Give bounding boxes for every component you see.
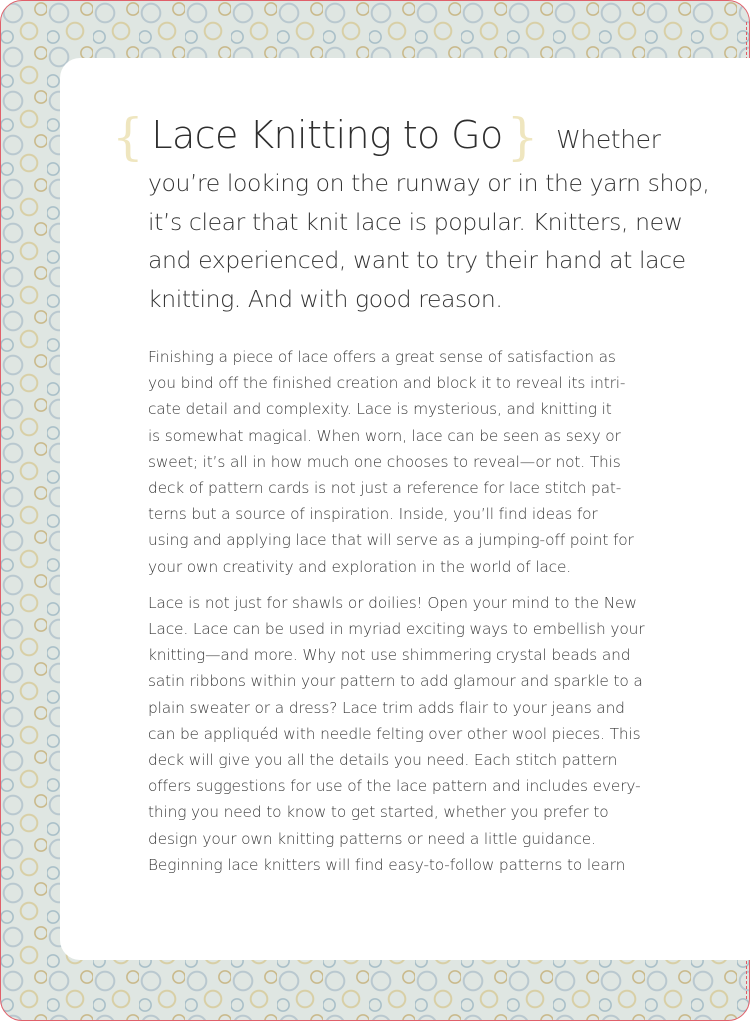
text-line: terns but a source of inspiration. Inside, you’ll find ideas for bbox=[148, 505, 598, 524]
page-title: Lace Knitting to Go bbox=[151, 113, 503, 157]
text-line: can be appliquéd with needle felting over other wool pieces. This bbox=[148, 724, 641, 743]
lead-line: you’re looking on the runway or in the yarn shop, bbox=[148, 169, 710, 197]
body-text bbox=[148, 344, 668, 878]
heading-block bbox=[112, 108, 710, 318]
text-line: Finishing a piece of lace offers a great sense of satisfaction as bbox=[148, 348, 616, 366]
lead-text bbox=[148, 164, 710, 318]
text-line: you bind off the finished creation and block it to reveal its intri- bbox=[148, 374, 626, 393]
text-line: deck of pattern cards is not just a reference for lace stitch pat- bbox=[148, 479, 622, 498]
text-line: cate detail and complexity. Lace is mysterious, and knitting it bbox=[148, 400, 612, 419]
text-line: is somewhat magical. When worn, lace can be seen as sexy or bbox=[148, 426, 621, 445]
text-line: design your own knitting patterns or need a little guidance. bbox=[148, 829, 596, 848]
text-line: plain sweater or a dress? Lace trim adds flair to your jeans and bbox=[148, 698, 625, 717]
text-line: offers suggestions for use of the lace pattern and includes every- bbox=[148, 777, 641, 796]
text-line: knitting—and more. Why not use shimmering crystal beads and bbox=[148, 646, 631, 665]
lead-first-word: Whether bbox=[556, 125, 661, 154]
paragraph-2 bbox=[148, 590, 668, 878]
text-line: your own creativity and exploration in the world of lace. bbox=[148, 557, 572, 576]
lead-line: and experienced, want to try their hand at lace bbox=[148, 246, 686, 274]
title-line bbox=[112, 108, 668, 166]
text-line: thing you need to know to get started, whether you prefer to bbox=[148, 803, 609, 822]
text-line: deck will give you all the details you need. Each stitch pattern bbox=[148, 751, 618, 770]
brace-open-ornament: { bbox=[112, 108, 144, 166]
card-content bbox=[112, 108, 710, 888]
lead-line: knitting. And with good reason. bbox=[148, 284, 503, 313]
text-line: Lace. Lace can be used in myriad exciting ways to embellish your bbox=[148, 620, 645, 639]
brace-close-ornament: } bbox=[506, 108, 539, 166]
text-line: using and applying lace that will serve as a jumping-off point for bbox=[148, 531, 634, 550]
text-line: satin ribbons within your pattern to add glamour and sparkle to a bbox=[148, 672, 643, 691]
text-line: sweet; it’s all in how much one chooses to reveal—or not. This bbox=[148, 452, 621, 471]
text-line: Lace is not just for shawls or doilies! Open your mind to the New bbox=[148, 593, 637, 612]
text-line: Beginning lace knitters will find easy-to-follow patterns to learn bbox=[148, 855, 626, 874]
lead-line: it’s clear that knit lace is popular. Knitters, new bbox=[148, 207, 683, 236]
paragraph-1 bbox=[148, 344, 668, 580]
